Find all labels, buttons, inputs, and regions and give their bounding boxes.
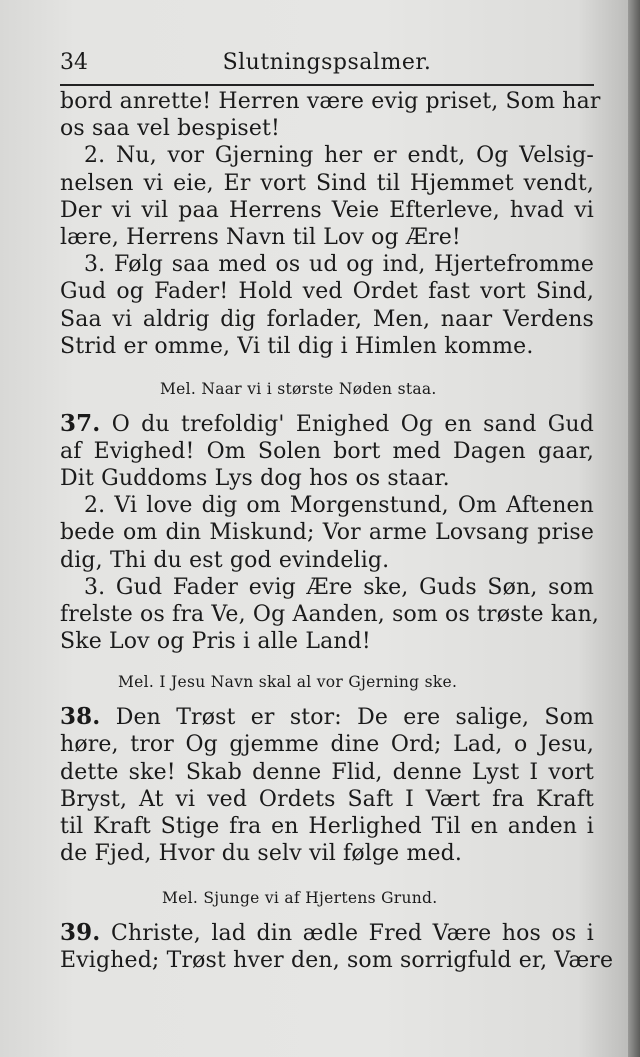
text-line: de Fjed, Hvor du selv vil følge med. [60,841,463,867]
text-line: af Evighed! Om Solen bort med Dagen gaar, [60,438,594,464]
book-spine-edge [628,0,640,1057]
text-line: 2. Nu, vor Gjerning her er endt, Og Velsig- [84,143,594,169]
melody-heading: Mel. Naar vi i største Nøden staa. [160,379,437,398]
text-line: 2. Vi love dig om Morgenstund, Om Aftenen [84,493,594,519]
melody-heading: Mel. I Jesu Navn skal al vor Gjerning ske. [118,673,458,692]
text-line: nelsen vi eie, Er vort Sind til Hjemmet vendt, [60,170,594,196]
text-line: lære, Herrens Navn til Lov og Ære! [60,224,461,250]
melody-heading: Mel. Sjunge vi af Hjertens Grund. [162,889,438,908]
running-title: Slutningspsalmer. [222,50,432,75]
text-line: Bryst, At vi ved Ordets Saft I Vært fra Kraft [60,786,594,812]
hymn-first-line-text: Den Trøst er stor: De ere salige, Som [115,705,594,731]
hymn-first-line-text: Christe, lad din ædle Fred Være hos os i [110,921,594,947]
hymn-first-line [60,410,594,438]
hymn-number: 38. [60,703,101,731]
text-line: dig, Thi du est god evindelig. [60,547,390,573]
text-line: Saa vi aldrig dig forlader, Men, naar Verdens [60,306,594,332]
text-line: til Kraft Stige fra en Herlighed Til en anden i [60,813,594,839]
hymn-first-line [60,919,594,947]
page-body [60,88,614,975]
text-line: bord anrette! Herren være evig priset, Som har [60,89,601,114]
hymn-number: 37. [60,409,101,437]
page-number: 34 [60,50,88,75]
text-line: os saa vel bespiset! [60,116,281,142]
hymn-first-line [60,703,594,731]
text-line: Dit Guddoms Lys dog hos os staar. [60,466,450,492]
text-line: dette ske! Skab denne Flid, denne Lyst I vort [60,759,594,785]
text-line: Der vi vil paa Herrens Veie Efterleve, hvad vi [60,197,594,223]
hymn-first-line-text: O du trefoldig' Enighed Og en sand Gud [111,411,594,437]
text-line: høre, tror Og gjemme dine Ord; Lad, o Jesu, [60,732,594,758]
text-line: Strid er omme, Vi til dig i Himlen komme. [60,333,534,359]
text-line: frelste os fra Ve, Og Aanden, som os trøste kan, [60,602,600,627]
text-line: 3. Følg saa med os ud og ind, Hjertefromme [84,252,594,278]
text-line: Gud og Fader! Hold ved Ordet fast vort Sind, [60,279,594,305]
text-line: Evighed; Trøst hver den, som sorrigfuld er, Være [60,948,614,974]
page-header [60,46,594,82]
text-line: Ske Lov og Pris i alle Land! [60,629,371,655]
text-line: 3. Gud Fader evig Ære ske, Guds Søn, som [84,574,594,600]
hymn-number: 39. [60,919,101,947]
text-line: bede om din Miskund; Vor arme Lovsang prise [60,520,594,546]
header-rule [60,84,594,86]
